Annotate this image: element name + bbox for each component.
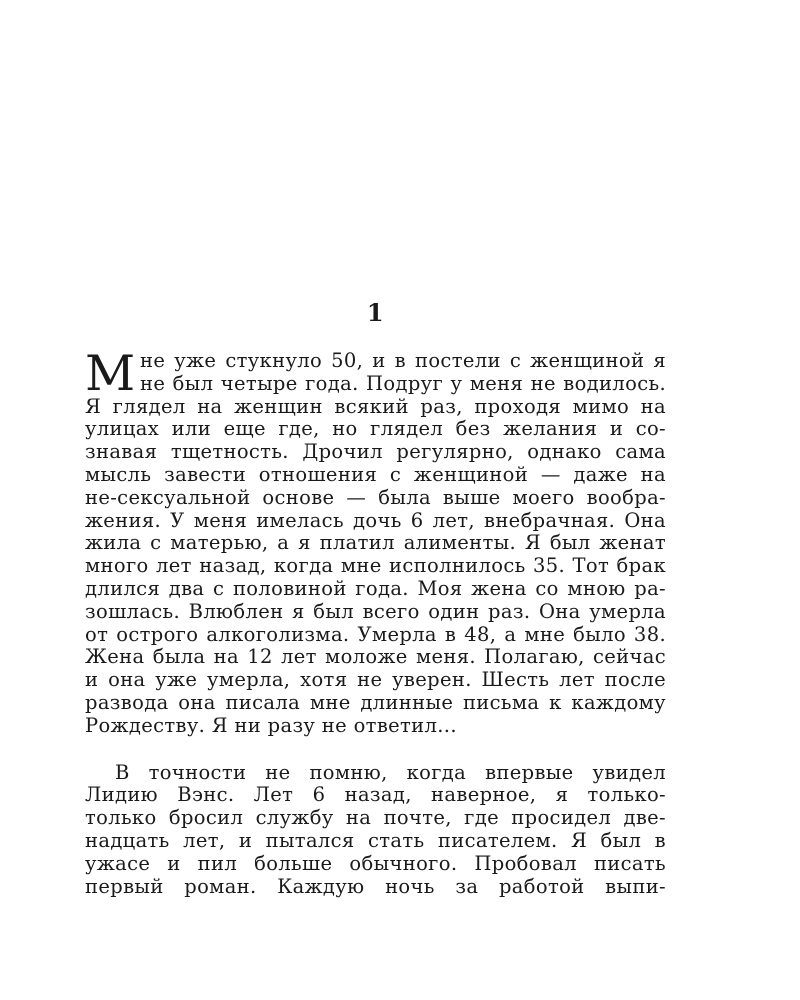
text-line: длился два с половиной года. Моя жена со мною ра-	[85, 577, 666, 600]
text-line: не уже стукнуло 50, и в постели с женщиной я	[140, 350, 666, 372]
text-line: знавая тщетность. Дрочил регулярно, однако сама	[85, 441, 666, 464]
text-line: В точности не помню, когда впервые увидел	[115, 761, 666, 784]
text-line: ужасе и пил больше обычного. Пробовал писать	[85, 852, 666, 875]
chapter-number: 1	[366, 298, 385, 327]
text-line: не был четыре года. Подруг у меня не водилось.	[140, 372, 666, 395]
text-line: первый роман. Каждую ночь за работой выпи-	[85, 875, 666, 898]
text-line: надцать лет, и пытался стать писателем. Я был в	[85, 829, 666, 852]
text-line: Я глядел на женщин всякий раз, проходя мимо на	[85, 395, 666, 418]
paragraph-2	[85, 762, 666, 899]
text-line: не-сексуальной основе — была выше моего вообра-	[85, 486, 666, 509]
text-line: Жена была на 12 лет моложе меня. Полагаю, сейчас	[85, 646, 666, 669]
text-line: много лет назад, когда мне исполнилось 35. Тот брак	[85, 555, 666, 578]
text-line: развода она писала мне длинные письма к каждому	[85, 691, 666, 714]
drop-cap: М	[85, 345, 136, 402]
text-line: и она уже умерла, хотя не уверен. Шесть лет после	[85, 669, 666, 692]
text-line: Лидию Вэнс. Лет 6 назад, наверное, я только-	[85, 784, 666, 807]
text-line: Рождеству. Я ни разу не ответил...	[85, 714, 457, 737]
paragraph-1	[85, 345, 666, 738]
text-line: жила с матерью, а я платил алименты. Я был женат	[85, 532, 666, 555]
text-line: только бросил службу на почте, где просидел две-	[85, 807, 666, 830]
text-line: улицах или еще где, но глядел без желания и со-	[85, 418, 666, 441]
text-line: от острого алкоголизма. Умерла в 48, а мне было 38.	[85, 623, 666, 646]
text-block	[85, 298, 666, 898]
text-line: жения. У меня имелась дочь 6 лет, внебрачная. Она	[85, 509, 666, 532]
text-line: мысль завести отношения с женщиной — даже на	[85, 463, 666, 486]
text-line: зошлась. Влюблен я был всего один раз. Она умерла	[85, 600, 666, 623]
